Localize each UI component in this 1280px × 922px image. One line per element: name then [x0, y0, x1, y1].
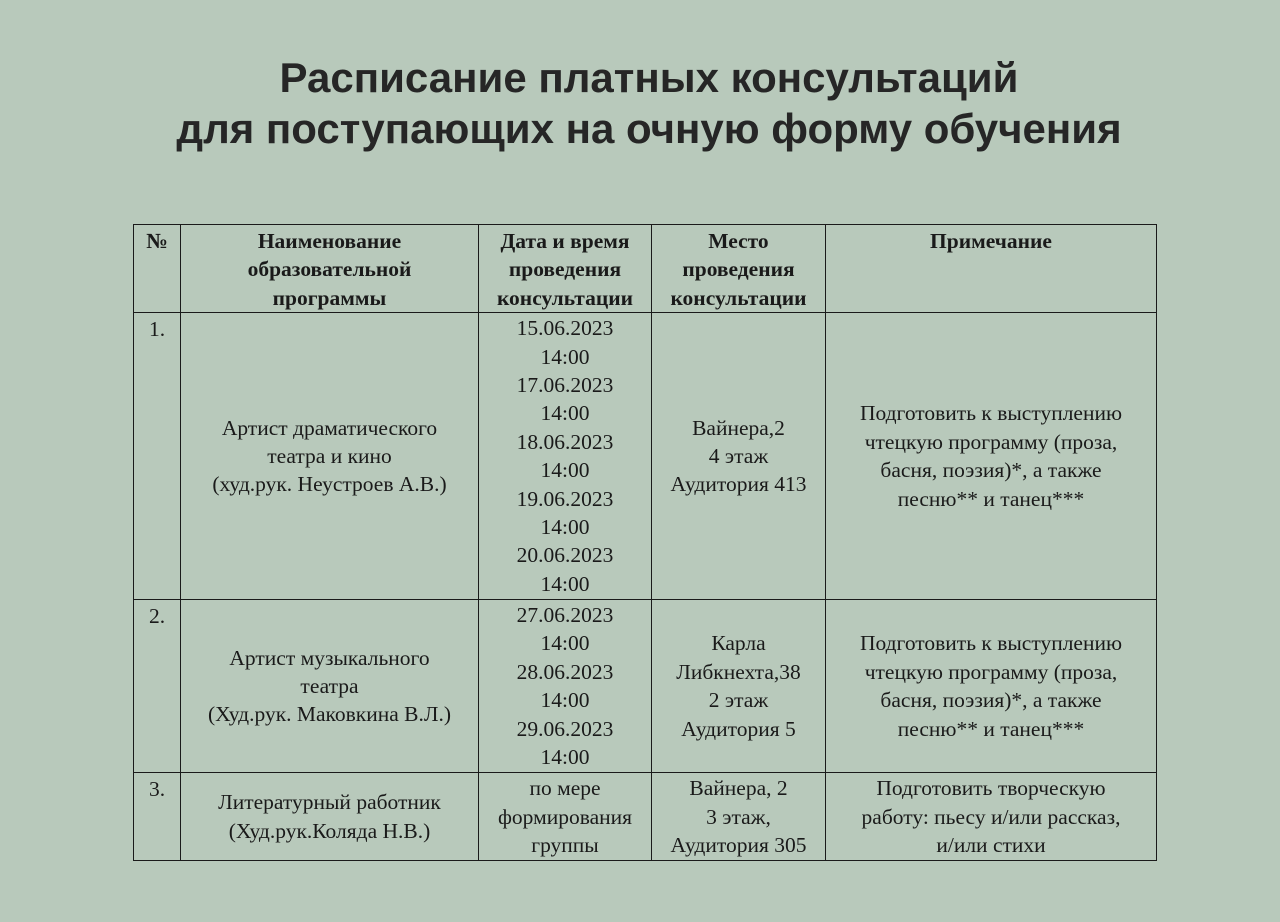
program-cell: Артист музыкального театра (Худ.рук. Маковкина В.Л.)	[181, 600, 479, 773]
place-cell: Карла Либкнехта,38 2 этаж Аудитория 5	[652, 600, 826, 773]
consultation-schedule-table	[133, 224, 1157, 861]
program-cell: Артист драматического театра и кино (худ.рук. Неустроев А.В.)	[181, 313, 479, 600]
table-header-row	[134, 225, 1157, 313]
place-cell: Вайнера, 2 3 этаж, Аудитория 305	[652, 773, 826, 861]
title-line-2: для поступающих на очную форму обучения	[176, 105, 1122, 152]
datetime-cell: по мере формирования группы	[479, 773, 652, 861]
place-cell: Вайнера,2 4 этаж Аудитория 413	[652, 313, 826, 600]
header-place: Место проведения консультации	[652, 225, 826, 313]
datetime-cell: 15.06.2023 14:00 17.06.2023 14:00 18.06.2023 14:00 19.06.2023 14:00 20.06.2023 14:00	[479, 313, 652, 600]
note-cell: Подготовить творческую работу: пьесу и/или рассказ, и/или стихи	[826, 773, 1157, 861]
table-row	[134, 773, 1157, 861]
header-num: №	[134, 225, 181, 313]
header-datetime: Дата и время проведения консультации	[479, 225, 652, 313]
title-line-1: Расписание платных консультаций	[279, 54, 1019, 101]
row-number: 2.	[134, 600, 181, 773]
row-number: 1.	[134, 313, 181, 600]
datetime-cell: 27.06.2023 14:00 28.06.2023 14:00 29.06.2023 14:00	[479, 600, 652, 773]
header-program: Наименование образовательной программы	[181, 225, 479, 313]
note-cell: Подготовить к выступлению чтецкую программу (проза, басня, поэзия)*, а также песню** и танец***	[826, 313, 1157, 600]
row-number: 3.	[134, 773, 181, 861]
note-cell: Подготовить к выступлению чтецкую программу (проза, басня, поэзия)*, а также песню** и танец***	[826, 600, 1157, 773]
program-cell: Литературный работник (Худ.рук.Коляда Н.В.)	[181, 773, 479, 861]
page-title	[0, 52, 1280, 154]
table-row	[134, 313, 1157, 600]
table-row	[134, 600, 1157, 773]
header-note: Примечание	[826, 225, 1157, 313]
